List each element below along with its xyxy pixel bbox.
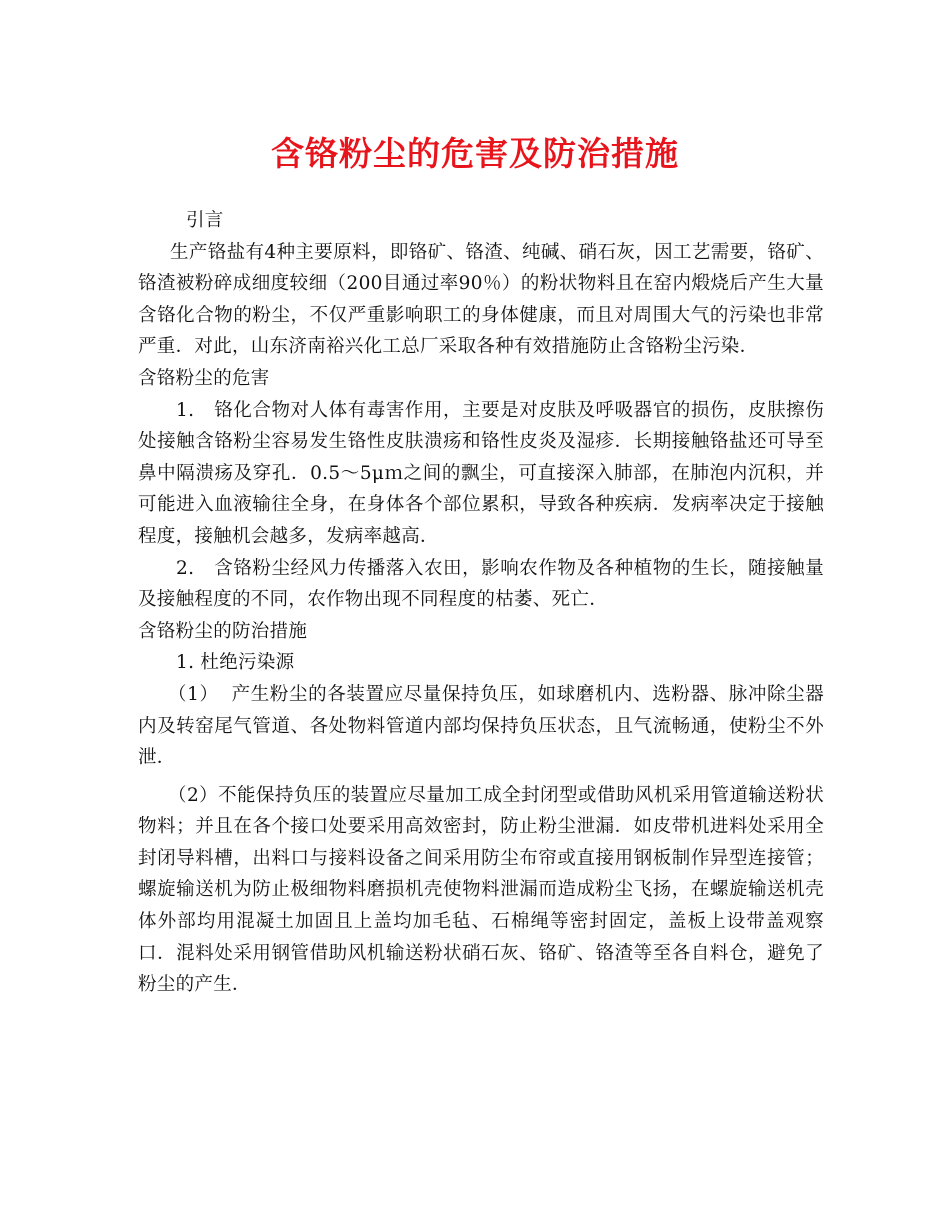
section1-item-1-number: 1. [176, 399, 195, 421]
section2-item-2 [138, 780, 824, 1001]
section2-item-2-number: （2） [168, 784, 219, 806]
section2-item-2-text: 不能保持负压的装置应尽量加工成全封闭型或借助风机采用管道输送粉状物料；并且在各个接口处要采用高效密封，防止粉尘泄漏．如皮带机进料处采用全封闭导料槽，出料口与接料设备之间采用防尘布帘或直接用钢板制作异型连接管；螺旋输送机为防止极细物料磨损机壳使物料泄漏而造成粉尘飞扬，在螺旋输送机壳体外部均用混凝土加固且上盖均加毛毡、石棉绳等密封固定，盖板上设带盖观察口．混料处采用钢管借助风机输送粉状硝石灰、铬矿、铬渣等至各自料仓，避免了粉尘的产生． [138, 784, 824, 996]
intro-paragraph: 生产铬盐有4种主要原料，即铬矿、铬渣、纯碱、硝石灰，因工艺需要，铬矿、铬渣被粉碎成细度较细（200目通过率90％）的粉状物料且在窑内煅烧后产生大量含铬化合物的粉尘，不仅严重影响职工的身体健康，而且对周围大气的污染也非常严重．对此，山东济南裕兴化工总厂采取各种有效措施防止含铬粉尘污染． [138, 241, 824, 358]
section1-item-1 [138, 395, 824, 553]
section2-item-1-text: 产生粉尘的各装置应尽量保持负压，如球磨机内、选粉器、脉冲除尘器内及转窑尾气管道、各处物料管道内部均保持负压状态，且气流畅通，使粉尘不外泄． [138, 683, 824, 769]
section2-item-1-number: （1） [168, 683, 219, 705]
section1-item-2 [138, 553, 824, 616]
section1-item-2-text: 含铬粉尘经风力传播落入农田，影响农作物及各种植物的生长，随接触量及接触程度的不同，农作物出现不同程度的枯萎、死亡． [138, 557, 824, 611]
document-body [138, 205, 824, 1001]
document-title: 含铬粉尘的危害及防治措施 [271, 134, 679, 173]
section1-item-2-number: 2. [176, 557, 195, 579]
section1-heading: 含铬粉尘的危害 [138, 367, 270, 389]
section2-item-1 [138, 679, 824, 774]
intro-heading: 引言 [186, 210, 224, 231]
section1-item-1-text: 铬化合物对人体有毒害作用，主要是对皮肤及呼吸器官的损伤，皮肤擦伤处接触含铬粉尘容易发生铬性皮肤溃疡和铬性皮炎及湿疹．长期接触铬盐还可导至鼻中隔溃疡及穿孔．0.5～5μｍ之间的飘尘，可直接深入肺部，在肺泡内沉积，并可能进入血液输往全身，在身体各个部位累积，导致各种疾病．发病率决定于接触程度，接触机会越多，发病率越高． [138, 399, 824, 547]
section2-heading: 含铬粉尘的防治措施 [138, 620, 308, 642]
section2-subheading: 1. 杜绝污染源 [176, 652, 295, 674]
